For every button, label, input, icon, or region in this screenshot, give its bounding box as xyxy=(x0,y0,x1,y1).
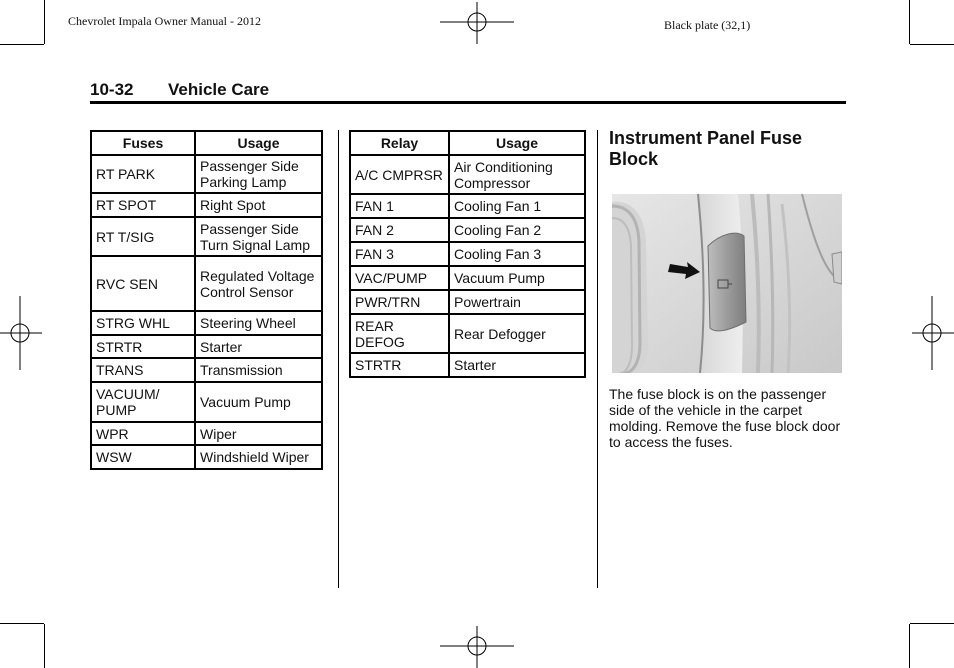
table-row xyxy=(91,155,322,193)
fuse-cell: WSW xyxy=(91,445,195,469)
table-row xyxy=(91,193,322,217)
table-row xyxy=(91,445,322,469)
table-row xyxy=(350,242,585,266)
fuse-cell: RVC SEN xyxy=(91,256,195,311)
relay-cell: FAN 1 xyxy=(350,194,449,218)
column-header: Usage xyxy=(195,131,322,155)
plate-label: Black plate (32,1) xyxy=(664,18,751,32)
fuse-block-location-illustration xyxy=(612,194,842,373)
fuse-cell: TRANS xyxy=(91,358,195,382)
fuse-cell: RT T/SIG xyxy=(91,217,195,256)
fuses-table xyxy=(90,130,323,470)
table-row xyxy=(350,155,585,194)
table-row xyxy=(350,290,585,314)
fuse-cell: WPR xyxy=(91,422,195,445)
table-row xyxy=(350,218,585,242)
column-header: Fuses xyxy=(91,131,195,155)
page-number: 10-32 xyxy=(90,80,134,99)
usage-cell: Vacuum Pump xyxy=(449,266,585,290)
fuse-cell: STRG WHL xyxy=(91,311,195,335)
crop-mark xyxy=(44,624,45,668)
usage-cell: Starter xyxy=(449,353,585,377)
crop-mark xyxy=(909,0,910,44)
column-header: Usage xyxy=(449,131,585,155)
table-row xyxy=(91,217,322,256)
crop-mark xyxy=(44,0,45,44)
crop-mark xyxy=(910,623,954,624)
section-title: Instrument Panel Fuse Block xyxy=(609,128,803,169)
table-row xyxy=(91,335,322,358)
section-name: Vehicle Care xyxy=(168,80,270,99)
table-row xyxy=(91,382,322,422)
fuse-cell: VACUUM/ PUMP xyxy=(91,382,195,422)
fuse-cell: RT SPOT xyxy=(91,193,195,217)
usage-cell: Regulated Voltage Control Sensor xyxy=(195,256,322,311)
usage-cell: Windshield Wiper xyxy=(195,445,322,469)
usage-cell: Cooling Fan 2 xyxy=(449,218,585,242)
usage-cell: Vacuum Pump xyxy=(195,382,322,422)
crop-mark xyxy=(909,624,910,668)
table-row xyxy=(350,353,585,377)
usage-cell: Transmission xyxy=(195,358,322,382)
usage-cell: Wiper xyxy=(195,422,322,445)
table-row xyxy=(91,256,322,311)
relay-cell: REAR DEFOG xyxy=(350,314,449,353)
relay-cell: FAN 2 xyxy=(350,218,449,242)
usage-cell: Starter xyxy=(195,335,322,358)
column-header: Relay xyxy=(350,131,449,155)
table-row xyxy=(91,311,322,335)
relay-table xyxy=(349,130,586,378)
table-row xyxy=(350,314,585,353)
table-row xyxy=(91,422,322,445)
usage-cell: Steering Wheel xyxy=(195,311,322,335)
table-row xyxy=(350,194,585,218)
usage-cell: Cooling Fan 3 xyxy=(449,242,585,266)
fuse-cell: RT PARK xyxy=(91,155,195,193)
usage-cell: Cooling Fan 1 xyxy=(449,194,585,218)
usage-cell: Powertrain xyxy=(449,290,585,314)
manual-title: Chevrolet Impala Owner Manual - 2012 xyxy=(68,14,261,28)
relay-cell: FAN 3 xyxy=(350,242,449,266)
relay-cell: STRTR xyxy=(350,353,449,377)
usage-cell: Rear Defogger xyxy=(449,314,585,353)
column-divider xyxy=(597,130,598,588)
page-heading xyxy=(90,80,269,100)
column-divider xyxy=(338,130,339,588)
registration-mark-right xyxy=(912,296,954,370)
relay-cell: PWR/TRN xyxy=(350,290,449,314)
usage-cell: Right Spot xyxy=(195,193,322,217)
crop-mark xyxy=(0,44,44,45)
registration-mark-left xyxy=(0,296,42,370)
fuse-cell: STRTR xyxy=(91,335,195,358)
usage-cell: Air Conditioning Compressor xyxy=(449,155,585,194)
usage-cell: Passenger Side Parking Lamp xyxy=(195,155,322,193)
crop-mark xyxy=(910,44,954,45)
header-rule xyxy=(90,101,846,104)
relay-cell: A/C CMPRSR xyxy=(350,155,449,194)
table-row xyxy=(91,358,322,382)
relay-cell: VAC/PUMP xyxy=(350,266,449,290)
registration-mark-bottom xyxy=(440,626,514,668)
registration-mark-top xyxy=(440,2,514,44)
section-body: The fuse block is on the passenger side of the vehicle in the carpet molding. Remove the fuse block door to access the fuses. xyxy=(609,386,841,450)
table-row xyxy=(350,266,585,290)
crop-mark xyxy=(0,623,44,624)
usage-cell: Passenger Side Turn Signal Lamp xyxy=(195,217,322,256)
